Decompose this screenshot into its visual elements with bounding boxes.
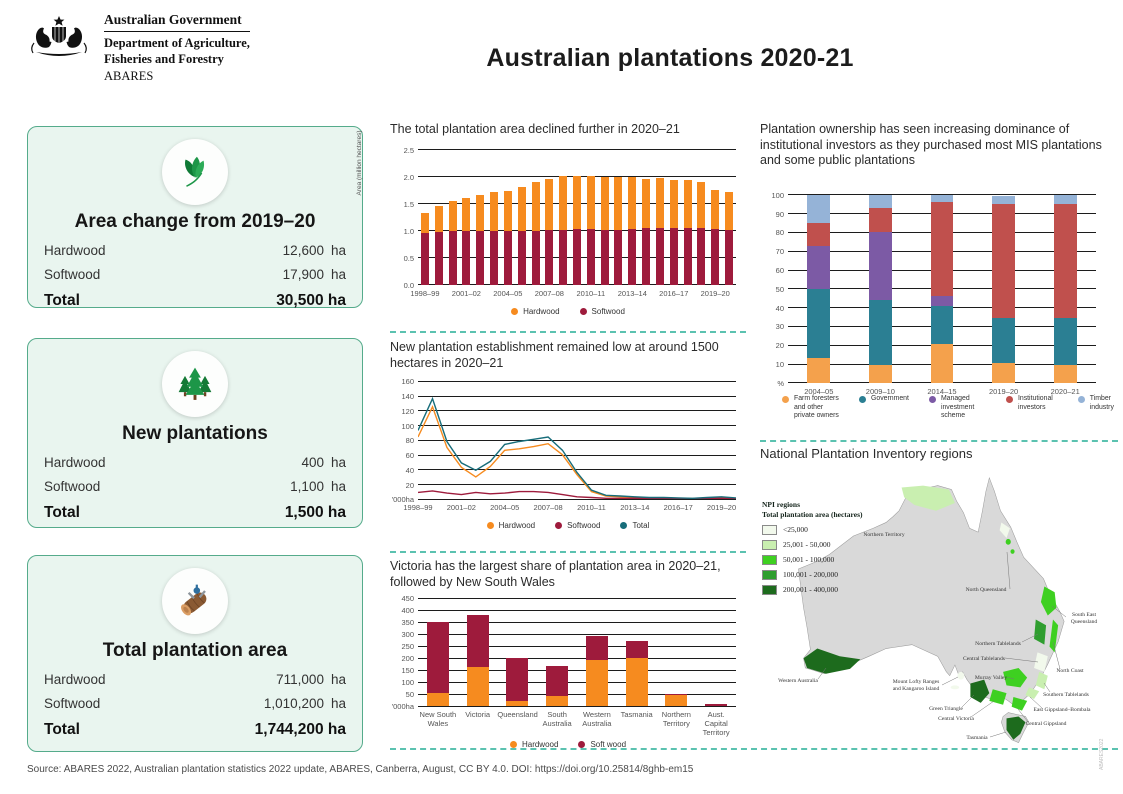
region-label: Murray Valley <box>974 675 1008 681</box>
dept-line1: Department of Agriculture, <box>104 36 250 50</box>
series-line <box>418 407 736 499</box>
bar-segment <box>573 176 581 229</box>
bar-segment <box>992 318 1015 363</box>
y-tick: 450 <box>401 594 414 604</box>
row-label: Hardwood <box>44 672 106 687</box>
y-tick: 40 <box>405 465 414 475</box>
page-title: Australian plantations 2020-21 <box>486 44 854 72</box>
row-value: 400 <box>301 455 324 470</box>
x-tick: 2009–10 <box>865 386 895 396</box>
legend-label: Hardwood <box>498 521 536 531</box>
legend-dot <box>1006 396 1013 403</box>
divider <box>390 331 746 333</box>
plot-area <box>391 377 737 513</box>
bar-segment <box>642 179 650 228</box>
legend-row: <25,000 <box>762 525 862 535</box>
card-area-change <box>27 126 363 308</box>
region-label: Central Gippsland <box>1025 721 1067 727</box>
row-value: 17,900 <box>282 267 324 282</box>
legend-dot <box>782 396 789 403</box>
bar-segment <box>807 289 830 359</box>
x-tick: 2019–20 <box>988 386 1019 396</box>
y-tick: 300 <box>401 630 414 640</box>
bar-segment <box>467 667 489 706</box>
bar-segment <box>587 176 595 229</box>
map-legend <box>762 500 862 595</box>
gridline <box>418 658 736 659</box>
bar-segment <box>626 658 648 706</box>
legend-label: Hardwood <box>523 306 560 316</box>
y-tick: 0.5 <box>403 253 414 263</box>
bar-segment <box>684 180 692 228</box>
bar-segment <box>684 228 692 284</box>
legend-item <box>555 521 600 531</box>
bar-segment <box>711 190 719 229</box>
chart-legend <box>390 307 746 317</box>
bar-segment <box>614 230 622 285</box>
bar-segment <box>421 233 429 285</box>
y-tick: 30 <box>775 322 784 332</box>
x-tick: South Australia <box>542 710 572 729</box>
total-label: Total <box>44 504 80 521</box>
legend-item <box>487 521 535 531</box>
y-tick: 120 <box>401 406 414 416</box>
bar-segment <box>931 296 954 305</box>
y-tick: % <box>777 378 784 388</box>
y-tick: 2.0 <box>403 172 414 182</box>
bar-segment <box>435 232 443 285</box>
y-tick: 200 <box>401 654 414 664</box>
total-label: Total <box>44 292 80 309</box>
legend-item <box>1006 395 1058 412</box>
x-tick: Queensland <box>497 710 538 720</box>
legend-label: Farm foresters and other private owners <box>794 394 839 420</box>
y-tick: 80 <box>775 228 784 238</box>
bar-segment <box>614 177 622 230</box>
plot-area <box>403 145 736 298</box>
eucalyptus-leaves-icon <box>162 139 228 205</box>
x-tick: 2014–15 <box>927 386 957 396</box>
x-tick: 2013–14 <box>617 288 647 298</box>
bar-segment <box>670 228 678 285</box>
y-tick: '000ha <box>391 702 414 712</box>
card-new-plantations <box>27 338 363 528</box>
legend-swatch <box>762 570 777 580</box>
chart-title: Victoria has the largest share of plantation area in 2020–21, followed by New South Wales <box>390 559 721 589</box>
row-unit: ha <box>330 696 346 711</box>
bar-segment <box>869 208 892 232</box>
legend-label: Total <box>632 521 650 531</box>
vertical-catalogue-code: ABARES2022 <box>1099 738 1105 770</box>
source-note: Source: ABARES 2022, Australian plantation statistics 2022 update, ABARES, Canberra, August, CC BY 4.0. DOI: https://doi.org/10.25814/8ghb-em15 <box>27 764 694 775</box>
y-tick: 50 <box>775 284 784 294</box>
bar-segment <box>506 658 528 701</box>
total-plantation-area-chart <box>356 122 746 317</box>
bar-segment <box>476 231 484 285</box>
y-tick: 2.5 <box>403 145 414 155</box>
total-label: Total <box>44 721 80 738</box>
npi-map <box>758 468 1120 756</box>
gov-title: Australian Government <box>104 12 250 32</box>
bar-segment <box>807 246 830 289</box>
card-title: Area change from 2019–20 <box>74 211 316 232</box>
bar-segment <box>705 704 727 706</box>
legend-row: 100,001 - 200,000 <box>762 570 862 580</box>
legend-item <box>929 395 986 421</box>
legend-dot <box>1078 396 1085 403</box>
bar-segment <box>1054 318 1077 365</box>
state-area-chart <box>390 559 746 750</box>
bar-segment <box>931 202 954 296</box>
bar-segment <box>992 363 1015 383</box>
bar-segment <box>545 230 553 285</box>
bar-segment <box>462 198 470 231</box>
y-tick: 80 <box>405 436 414 446</box>
bar-segment <box>435 206 443 232</box>
bar-segment <box>559 176 567 230</box>
bar-segment <box>504 231 512 284</box>
region-label: Western Australia <box>778 678 818 684</box>
legend-item <box>859 395 909 404</box>
chart-title: New plantation establishment remained low at around 1500 hectares in 2020–21 <box>390 340 719 370</box>
region-label: East Gippsland–Bombala <box>1033 707 1091 713</box>
bar-segment <box>869 232 892 300</box>
y-tick: 50 <box>405 690 414 700</box>
bar-segment <box>642 228 650 284</box>
x-tick: Tasmania <box>620 710 653 720</box>
x-tick: 1998–99 <box>403 503 433 513</box>
x-tick: 2001–02 <box>451 288 481 298</box>
row-value: 1,100 <box>290 479 324 494</box>
stat-row-softwood <box>44 696 346 711</box>
bar-segment <box>601 177 609 230</box>
x-tick: Western Australia <box>582 710 612 729</box>
total-value: 1,744,200 ha <box>254 721 346 738</box>
bar-segment <box>467 615 489 667</box>
new-plantation-chart <box>390 340 746 531</box>
bar-segment <box>532 182 540 231</box>
bar-segment <box>869 365 892 383</box>
y-tick: 20 <box>775 341 784 351</box>
bar-segment <box>545 179 553 230</box>
coat-of-arms-icon <box>24 12 94 84</box>
x-tick: 2016–17 <box>659 288 689 298</box>
gridline <box>418 646 736 647</box>
line-series <box>418 381 736 499</box>
legend-label: Timber industry <box>1089 394 1114 411</box>
bar-segment <box>559 230 567 285</box>
region-label: North Coast <box>1056 668 1084 674</box>
y-tick: 100 <box>401 421 414 431</box>
bar-segment <box>725 230 733 285</box>
x-tick: Victoria <box>465 710 491 720</box>
y-tick: 1.5 <box>403 199 414 209</box>
y-tick: 250 <box>401 642 414 652</box>
y-tick: 70 <box>775 247 784 257</box>
legend-dot <box>580 308 587 315</box>
gridline <box>418 634 736 635</box>
legend-label: Hardwood <box>521 740 559 750</box>
region-label: and Kangaroo Island <box>892 686 940 692</box>
y-tick: 40 <box>775 303 784 313</box>
x-tick: 2020–21 <box>1050 386 1080 396</box>
card-total-area <box>27 555 363 752</box>
bar-segment <box>427 622 449 693</box>
row-label: Hardwood <box>44 243 106 258</box>
row-unit: ha <box>330 243 346 258</box>
legend-item <box>620 521 649 531</box>
bar-segment <box>656 178 664 228</box>
legend-item <box>511 307 559 317</box>
x-tick: 2007–08 <box>533 503 563 513</box>
divider <box>390 551 746 553</box>
bar-segment <box>1054 365 1077 383</box>
bar-segment <box>931 306 954 345</box>
y-tick: 140 <box>401 392 414 401</box>
stat-row-total <box>44 504 346 522</box>
legend-swatch <box>762 585 777 595</box>
region-label: Central Victoria <box>938 716 974 722</box>
chart-legend <box>390 521 746 531</box>
legend-swatch <box>762 555 777 565</box>
legend-item <box>580 307 625 317</box>
x-tick: 1998–99 <box>410 288 440 298</box>
bar-segment <box>725 192 733 230</box>
bar-segment <box>421 213 429 233</box>
gridline <box>418 694 736 695</box>
y-tick: 150 <box>401 666 414 676</box>
x-tick: 2004–05 <box>804 386 834 396</box>
legend-label: Softwood <box>591 306 625 316</box>
bar-segment <box>931 195 954 203</box>
region-label: South East <box>1071 612 1097 618</box>
ownership-chart <box>760 122 1118 421</box>
gridline <box>418 670 736 671</box>
bar-segment <box>711 229 719 285</box>
gridline <box>418 706 736 707</box>
bar-segment <box>807 223 830 246</box>
bar-segment <box>807 195 830 223</box>
y-tick: 100 <box>401 678 414 688</box>
y-tick: 10 <box>775 360 784 370</box>
plot-area <box>771 190 1096 396</box>
card-title: Total plantation area <box>102 640 288 661</box>
row-value: 711,000 <box>276 672 324 687</box>
x-tick: 2016–17 <box>663 503 693 513</box>
legend-label: Managed investment scheme <box>940 394 975 420</box>
bar-segment <box>992 196 1015 204</box>
row-unit: ha <box>330 672 346 687</box>
x-tick: 2019–20 <box>706 503 737 513</box>
bar-segment <box>532 231 540 285</box>
gov-logo <box>24 12 250 84</box>
plot-area <box>391 594 736 738</box>
map-legend-title: NPI regions <box>762 500 800 509</box>
stat-row-total <box>44 721 346 739</box>
legend-label: Institutional investors <box>1017 394 1053 411</box>
x-tick: 2010–11 <box>577 503 606 513</box>
stat-row-hardwood <box>44 243 346 258</box>
row-label: Softwood <box>44 479 101 494</box>
y-axis-label: Area (million hectares) <box>356 130 363 196</box>
y-tick: 400 <box>401 606 414 616</box>
bar-segment <box>807 358 830 382</box>
x-tick: 2010–11 <box>576 288 606 298</box>
abares-label: ABARES <box>104 69 154 84</box>
map-legend-subtitle: Total plantation area (hectares) <box>762 509 863 519</box>
bar-segment <box>670 180 678 228</box>
x-tick: 2013–14 <box>620 503 650 513</box>
gridline <box>418 598 736 599</box>
legend-dot <box>859 396 866 403</box>
row-unit: ha <box>330 455 346 470</box>
x-tick: 2019–20 <box>700 288 730 298</box>
x-tick: Aust. Capital Territory <box>702 710 730 738</box>
legend-item <box>1078 395 1118 412</box>
bar-segment <box>992 204 1015 318</box>
bar-segment <box>869 195 892 208</box>
row-unit: ha <box>330 267 346 282</box>
stat-row-softwood <box>44 267 346 282</box>
bar-segment <box>665 695 687 706</box>
region-label: Central Tablelands <box>963 656 1005 662</box>
legend-item <box>782 395 839 421</box>
y-tick: 60 <box>775 266 784 276</box>
y-tick: 90 <box>775 209 784 219</box>
region-label: Queensland <box>1070 619 1098 625</box>
region-label: Mount Lofty Ranges <box>892 679 940 685</box>
y-tick: '000ha <box>391 495 414 505</box>
gridline <box>418 610 736 611</box>
series-line <box>418 491 736 499</box>
bar-segment <box>546 696 568 706</box>
card-title: New plantations <box>122 423 268 444</box>
y-tick: 160 <box>401 377 414 387</box>
row-label: Softwood <box>44 696 101 711</box>
legend-row: 50,001 - 100,000 <box>762 555 862 565</box>
bar-segment <box>626 641 648 658</box>
legend-swatch <box>762 525 777 535</box>
region-label: Southern Tablelands <box>1043 692 1089 698</box>
region-label: Northern Tablelands <box>975 641 1021 647</box>
bar-segment <box>628 229 636 285</box>
stat-row-total <box>44 292 346 310</box>
region-label: North Queensland <box>965 587 1007 593</box>
legend-dot <box>929 396 936 403</box>
chart-title: The total plantation area declined further in 2020–21 <box>390 122 680 136</box>
y-tick: 60 <box>405 451 414 460</box>
bar-segment <box>573 229 581 285</box>
legend-dot <box>620 522 627 529</box>
log-grapple-icon <box>162 568 228 634</box>
legend-dot <box>487 522 494 529</box>
row-unit: ha <box>330 479 346 494</box>
bar-segment <box>656 228 664 285</box>
row-value: 1,010,200 <box>263 696 324 711</box>
bar-segment <box>462 231 470 285</box>
bar-segment <box>490 231 498 285</box>
chart-title: Plantation ownership has seen increasing dominance of institutional investors as they purchased most MIS plantations and some public plantations <box>760 122 1102 168</box>
region-label: Green Triangle <box>929 706 963 712</box>
chart-legend <box>782 395 1118 421</box>
x-tick: 2007–08 <box>534 288 564 298</box>
bar-segment <box>587 229 595 285</box>
bar-segment <box>1054 204 1077 318</box>
bar-segment <box>427 693 449 706</box>
legend-swatch <box>762 540 777 550</box>
series-line <box>418 399 736 499</box>
gridline <box>418 682 736 683</box>
x-tick: 2004–05 <box>493 288 523 298</box>
bar-segment <box>506 701 528 706</box>
bar-segment <box>449 201 457 231</box>
total-value: 1,500 ha <box>284 504 346 521</box>
pine-trees-icon <box>162 351 228 417</box>
bar-segment <box>504 191 512 231</box>
legend-label: Soft wood <box>590 740 627 750</box>
bar-segment <box>697 228 705 284</box>
dept-line2: Fisheries and Forestry <box>104 51 224 66</box>
map-heading: National Plantation Inventory regions <box>760 446 973 461</box>
legend-label: Softwood <box>567 521 601 531</box>
gridline <box>418 622 736 623</box>
legend-dot <box>555 522 562 529</box>
y-tick: 350 <box>401 618 414 628</box>
bar-segment <box>476 195 484 231</box>
y-tick: 20 <box>405 480 414 490</box>
bar-segment <box>869 300 892 365</box>
legend-row: 200,001 - 400,000 <box>762 585 862 595</box>
x-tick: New South Wales <box>419 710 457 729</box>
gridline <box>418 149 736 150</box>
total-value: 30,500 ha <box>276 292 346 309</box>
bar-segment <box>518 187 526 231</box>
stat-row-hardwood <box>44 672 346 687</box>
bar-segment <box>518 231 526 284</box>
bar-segment <box>1054 195 1077 204</box>
y-tick: 1.0 <box>403 226 414 236</box>
bar-segment <box>697 182 705 229</box>
x-tick: 2004–05 <box>490 503 520 513</box>
region-label: Northern Territory <box>863 532 905 538</box>
divider <box>760 440 1118 442</box>
bar-segment <box>490 192 498 230</box>
bar-segment <box>546 666 568 696</box>
bar-segment <box>601 230 609 285</box>
legend-label: Government <box>871 394 909 402</box>
bar-segment <box>449 231 457 284</box>
stat-row-softwood <box>44 479 346 494</box>
bar-segment <box>931 344 954 383</box>
y-tick: 100 <box>771 190 784 200</box>
stat-row-hardwood <box>44 455 346 470</box>
region-label: Tasmania <box>966 735 988 741</box>
legend-dot <box>511 308 518 315</box>
row-value: 12,600 <box>282 243 324 258</box>
x-tick: 2001–02 <box>446 503 476 513</box>
y-tick: 0.0 <box>403 280 414 290</box>
bar-segment <box>665 694 687 695</box>
row-label: Softwood <box>44 267 101 282</box>
legend-row: 25,001 - 50,000 <box>762 540 862 550</box>
row-label: Hardwood <box>44 455 106 470</box>
x-tick: Northern Territory <box>661 710 691 729</box>
bar-segment <box>586 636 608 660</box>
bar-segment <box>586 660 608 706</box>
gov-text-block <box>104 12 250 84</box>
bar-segment <box>628 177 636 229</box>
